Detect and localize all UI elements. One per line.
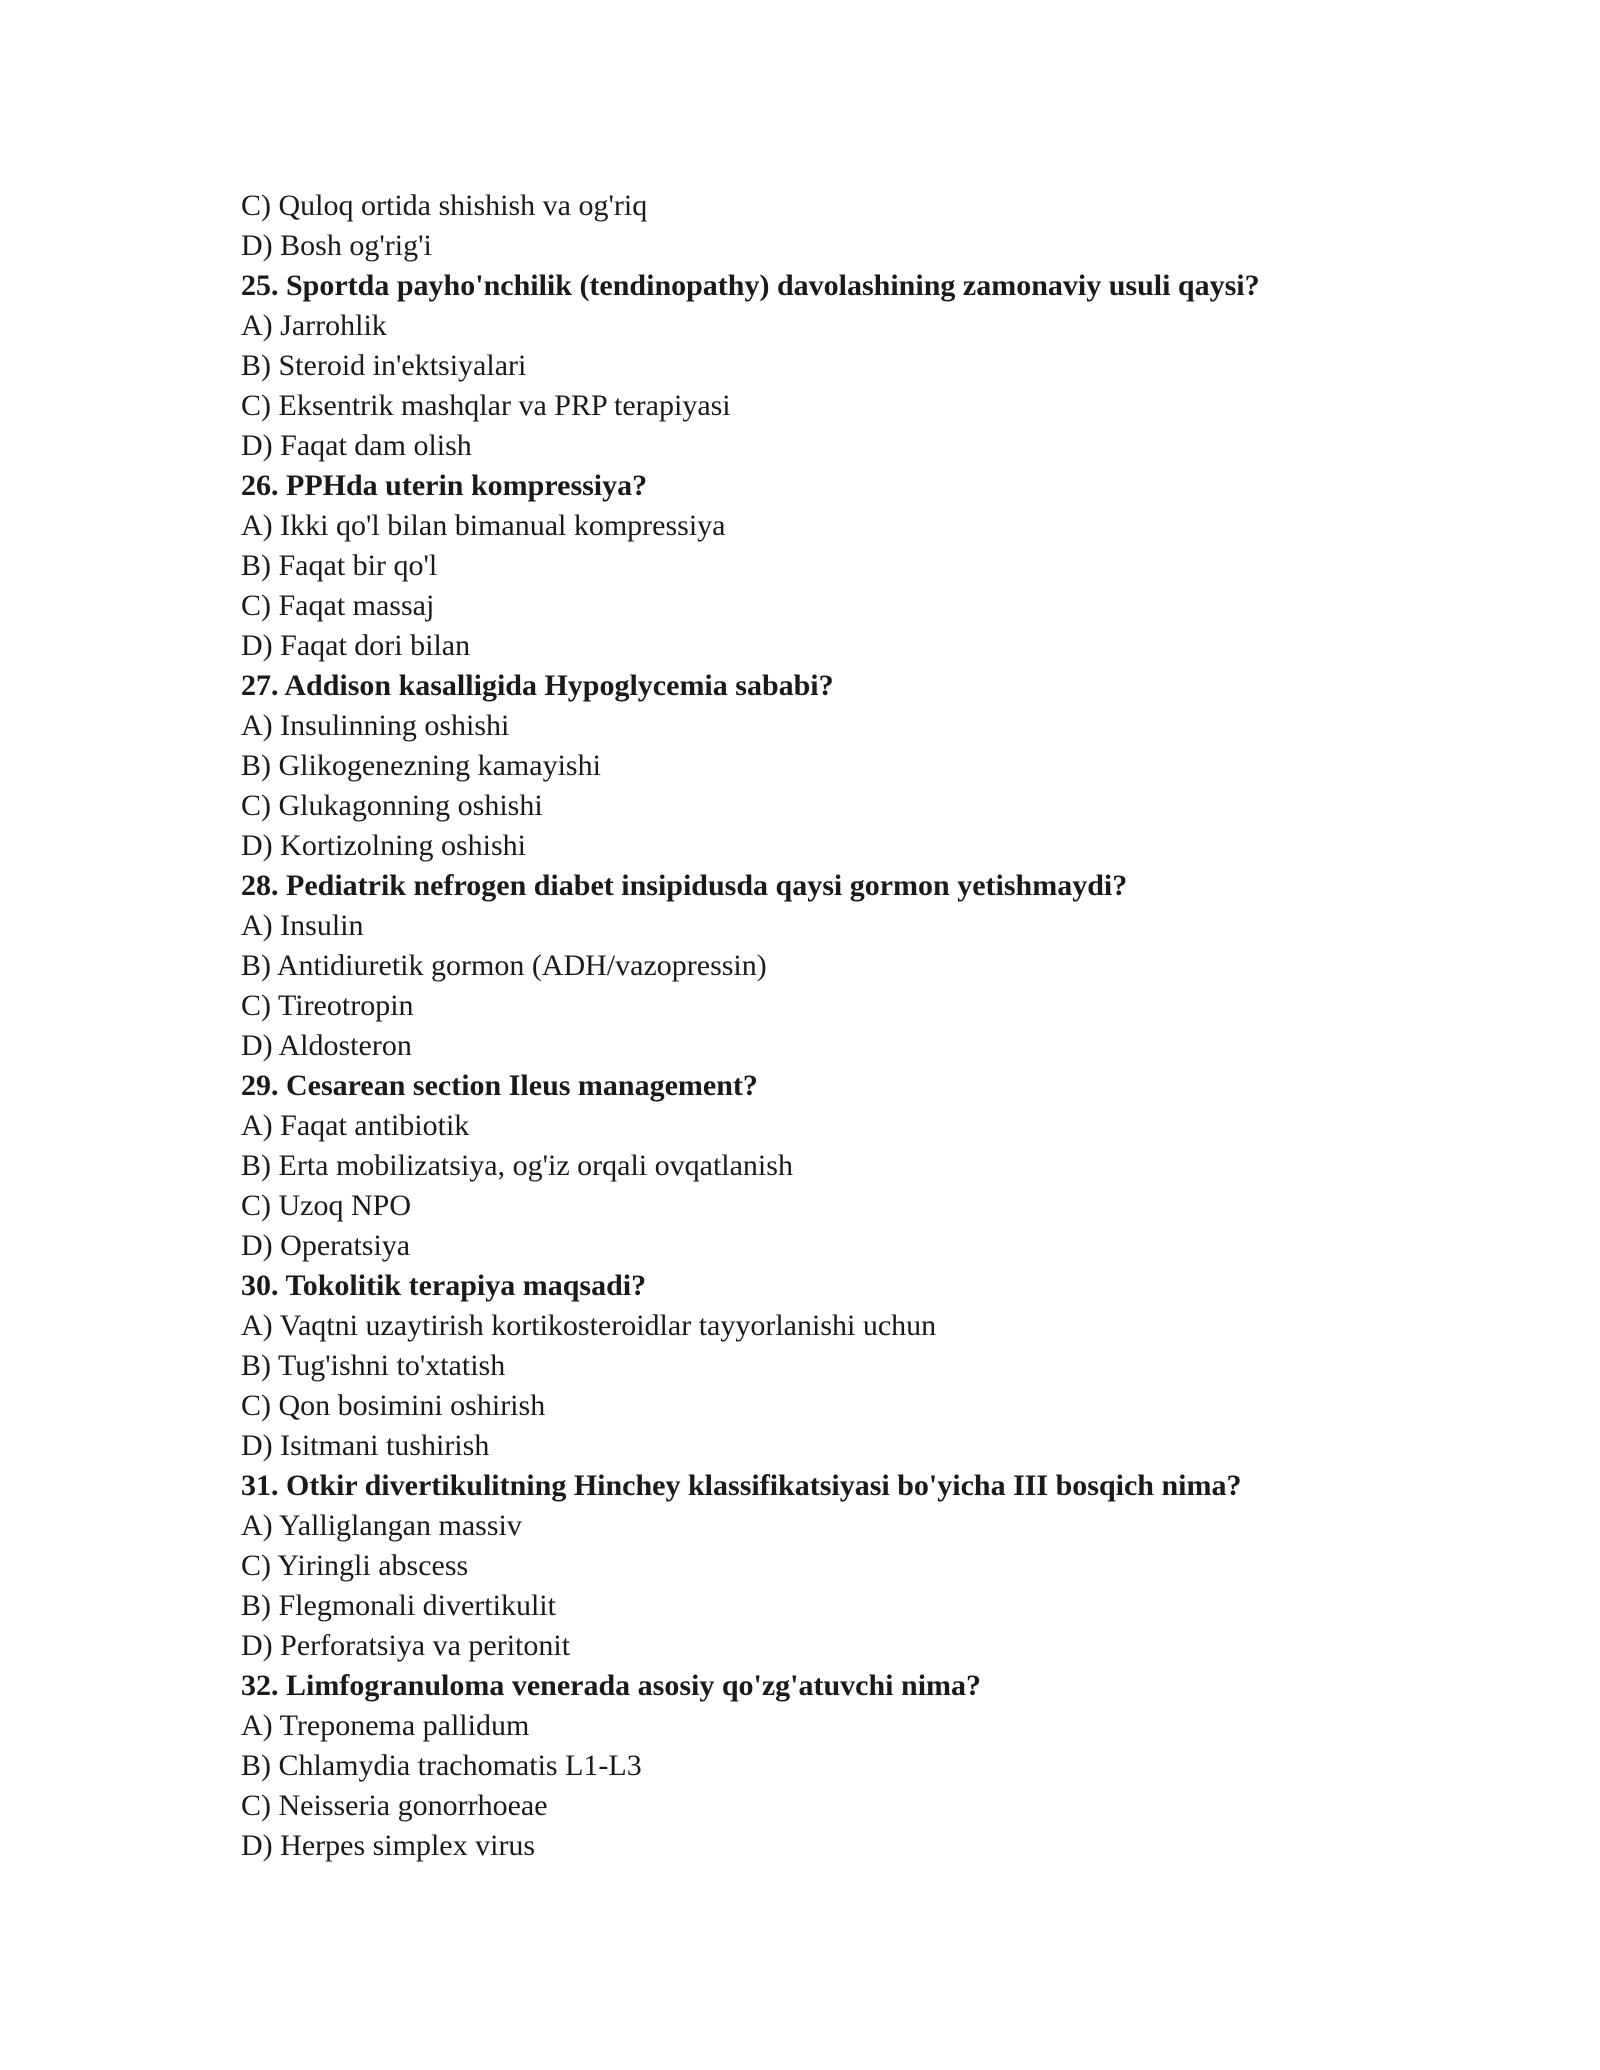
answer-option: D) Bosh og'rig'i [241, 229, 432, 262]
answer-option: A) Vaqtni uzaytirish kortikosteroidlar tayyorlanishi uchun [241, 1309, 937, 1342]
answer-option: B) Flegmonali divertikulit [241, 1589, 556, 1622]
answer-option: C) Neisseria gonorrhoeae [241, 1789, 548, 1822]
answer-option: C) Glukagonning oshishi [241, 789, 543, 822]
question-heading: 30. Tokolitik terapiya maqsadi? [241, 1269, 647, 1302]
answer-option: A) Treponema pallidum [241, 1709, 530, 1742]
question-heading: 31. Otkir divertikulitning Hinchey klassifikatsiyasi bo'yicha III bosqich nima? [241, 1469, 1242, 1502]
answer-option: B) Steroid in'ektsiyalari [241, 349, 527, 382]
answer-option: A) Ikki qo'l bilan bimanual kompressiya [241, 509, 726, 542]
answer-option: D) Kortizolning oshishi [241, 829, 526, 862]
answer-option: B) Faqat bir qo'l [241, 549, 438, 582]
answer-option: C) Faqat massaj [241, 589, 435, 622]
answer-option: C) Tireotropin [241, 989, 414, 1022]
answer-option: A) Faqat antibiotik [241, 1109, 470, 1142]
answer-option: B) Erta mobilizatsiya, og'iz orqali ovqatlanish [241, 1149, 793, 1182]
question-heading: 27. Addison kasalligida Hypoglycemia sababi? [241, 669, 834, 702]
answer-option: D) Aldosteron [241, 1029, 412, 1062]
question-heading: 26. PPHda uterin kompressiya? [241, 469, 648, 502]
answer-option: B) Antidiuretik gormon (ADH/vazopressin) [241, 949, 767, 982]
question-heading: 25. Sportda payho'nchilik (tendinopathy) davolashining zamonaviy usuli qaysi? [241, 269, 1260, 302]
answer-option: A) Insulin [241, 909, 364, 942]
answer-option: A) Yalliglangan massiv [241, 1509, 522, 1542]
answer-option: A) Insulinning oshishi [241, 709, 510, 742]
answer-option: C) Quloq ortida shishish va og'riq [241, 189, 648, 222]
answer-option: B) Chlamydia trachomatis L1-L3 [241, 1749, 642, 1782]
answer-option: C) Qon bosimini oshirish [241, 1389, 546, 1422]
answer-option: A) Jarrohlik [241, 309, 387, 342]
answer-option: C) Uzoq NPO [241, 1189, 411, 1222]
answer-option: B) Tug'ishni to'xtatish [241, 1349, 506, 1382]
answer-option: D) Perforatsiya va peritonit [241, 1629, 571, 1662]
answer-option: B) Glikogenezning kamayishi [241, 749, 601, 782]
answer-option: C) Eksentrik mashqlar va PRP terapiyasi [241, 389, 731, 422]
answer-option: D) Operatsiya [241, 1229, 411, 1262]
answer-option: D) Herpes simplex virus [241, 1829, 536, 1862]
answer-option: D) Faqat dori bilan [241, 629, 471, 662]
document-page [241, 186, 1421, 1866]
answer-option: C) Yiringli abscess [241, 1549, 469, 1582]
question-heading: 28. Pediatrik nefrogen diabet insipidusda qaysi gormon yetishmaydi? [241, 869, 1128, 902]
answer-option: D) Isitmani tushirish [241, 1429, 490, 1462]
answer-option: D) Faqat dam olish [241, 429, 472, 462]
question-heading: 32. Limfogranuloma venerada asosiy qo'zg'atuvchi nima? [241, 1669, 982, 1702]
question-heading: 29. Cesarean section Ileus management? [241, 1069, 758, 1102]
